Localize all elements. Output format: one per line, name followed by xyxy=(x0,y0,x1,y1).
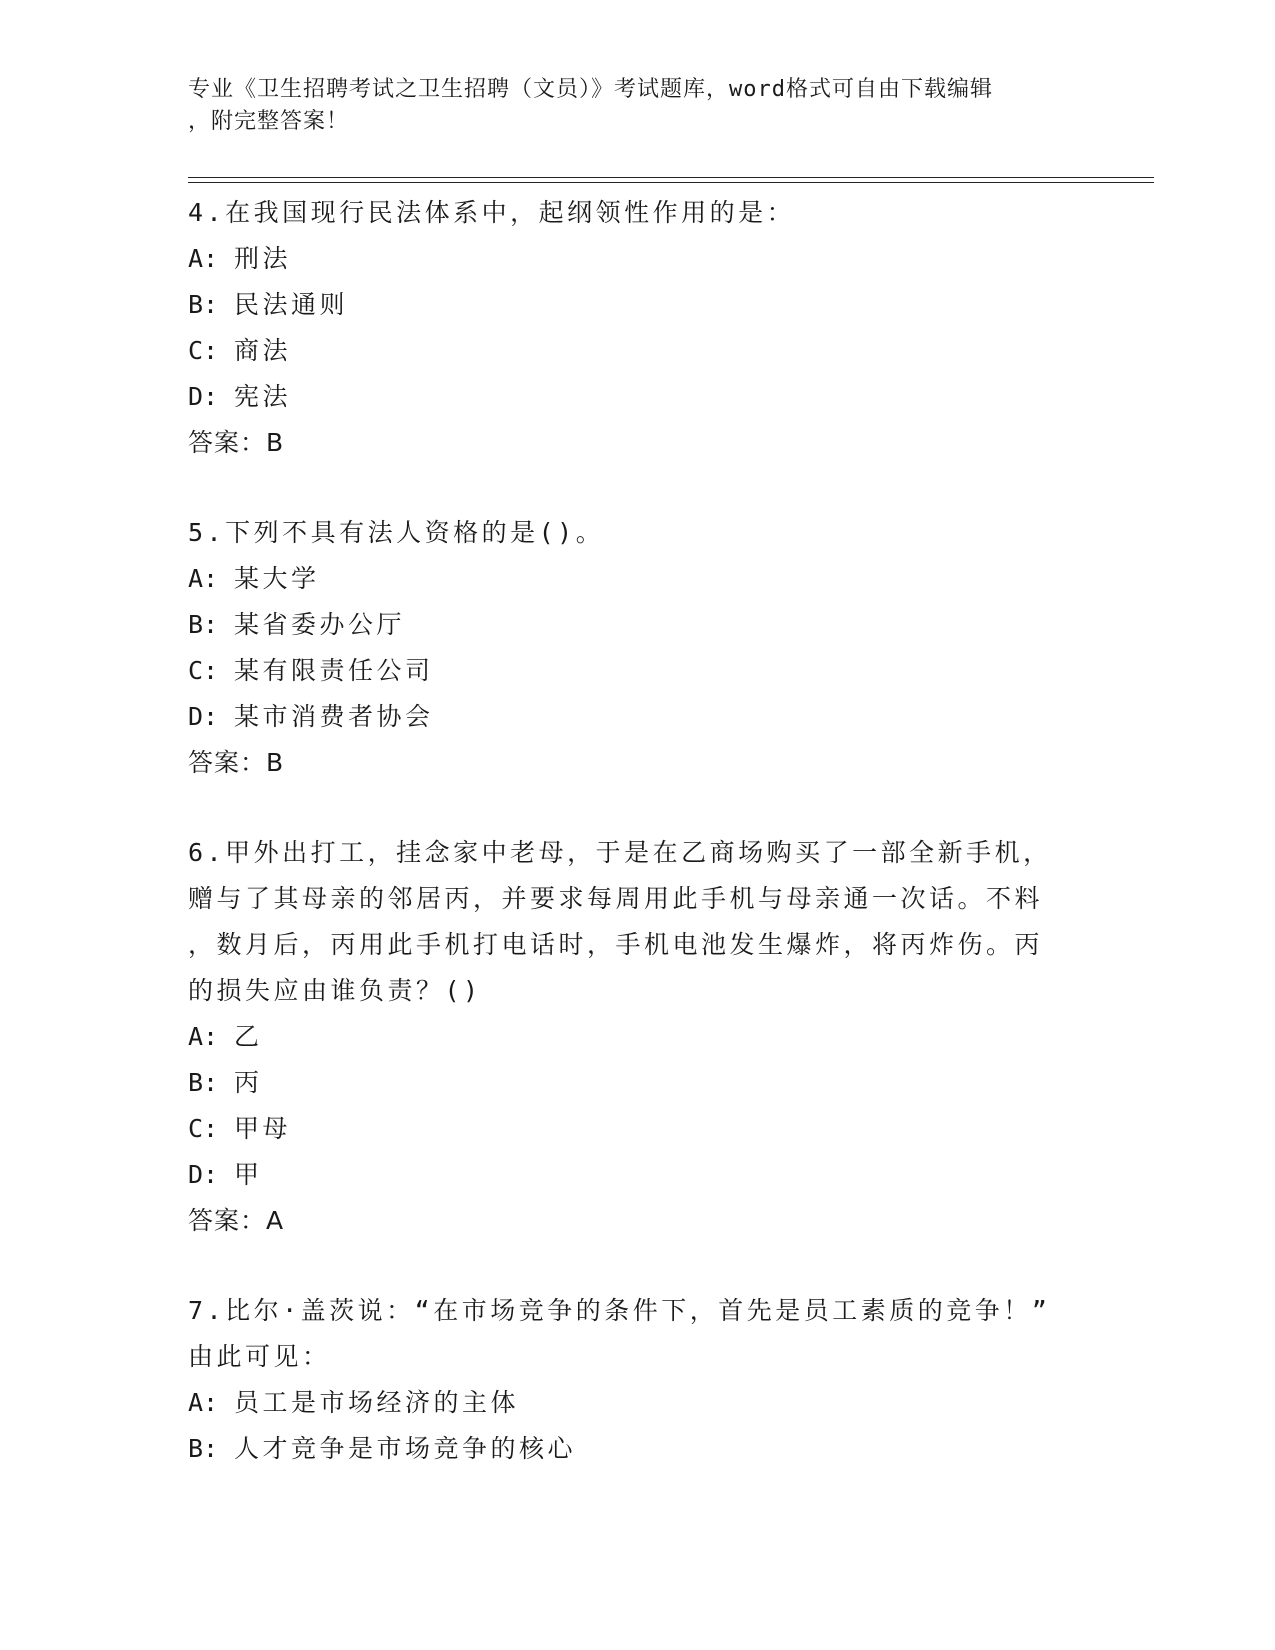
header-line-1: 专业《卫生招聘考试之卫生招聘（文员）》考试题库，word格式可自由下载编辑 xyxy=(188,77,993,102)
option-c xyxy=(188,328,1088,374)
question-line: ，数月后，丙用此手机打电话时，手机电池发生爆炸，将丙炸伤。丙 xyxy=(188,930,1044,959)
question-line: 7.比尔·盖茨说：“在市场竞争的条件下，首先是员工素质的竞争！” xyxy=(188,1296,1051,1325)
question-4 xyxy=(188,190,1088,466)
option-key: C: xyxy=(188,336,219,365)
option-text: 甲母 xyxy=(234,1114,292,1143)
option-d xyxy=(188,1152,1088,1198)
option-b xyxy=(188,282,1088,328)
option-text: 甲 xyxy=(234,1160,263,1189)
option-key: C: xyxy=(188,1114,219,1143)
option-text: 宪法 xyxy=(234,382,292,411)
question-list xyxy=(188,190,1088,1516)
option-key: B: xyxy=(188,610,219,639)
question-line: 5.下列不具有法人资格的是()。 xyxy=(188,518,605,547)
option-key: A: xyxy=(188,244,219,273)
option-text: 刑法 xyxy=(234,244,292,273)
option-text: 乙 xyxy=(234,1022,263,1051)
option-d xyxy=(188,374,1088,420)
option-key: B: xyxy=(188,290,219,319)
option-key: A: xyxy=(188,564,219,593)
option-key: D: xyxy=(188,382,219,411)
option-text: 某有限责任公司 xyxy=(234,656,434,685)
option-key: B: xyxy=(188,1068,219,1097)
option-text: 商法 xyxy=(234,336,292,365)
question-line: 的损失应由谁负责？() xyxy=(188,976,482,1005)
option-text: 人才竞争是市场竞争的核心 xyxy=(234,1434,577,1463)
option-c xyxy=(188,648,1088,694)
option-d xyxy=(188,694,1088,740)
answer-line: 答案：B xyxy=(188,748,285,777)
option-b xyxy=(188,1060,1088,1106)
option-b xyxy=(188,602,1088,648)
question-text xyxy=(188,830,1088,1014)
answer-line: 答案：B xyxy=(188,428,285,457)
option-key: C: xyxy=(188,656,219,685)
option-key: D: xyxy=(188,1160,219,1189)
document-header xyxy=(188,74,1068,138)
question-6 xyxy=(188,830,1088,1244)
option-a xyxy=(188,236,1088,282)
option-text: 员工是市场经济的主体 xyxy=(234,1388,520,1417)
option-text: 某大学 xyxy=(234,564,320,593)
question-text xyxy=(188,1288,1088,1380)
option-c xyxy=(188,1106,1088,1152)
option-text: 民法通则 xyxy=(234,290,349,319)
question-line: 赠与了其母亲的邻居丙，并要求每周用此手机与母亲通一次话。不料 xyxy=(188,884,1044,913)
option-a xyxy=(188,1380,1088,1426)
question-line: 6.甲外出打工，挂念家中老母，于是在乙商场购买了一部全新手机， xyxy=(188,838,1052,867)
header-divider-bottom xyxy=(188,182,1154,183)
question-text xyxy=(188,510,1088,556)
question-line: 4.在我国现行民法体系中，起纲领性作用的是： xyxy=(188,198,796,227)
question-text xyxy=(188,190,1088,236)
option-key: A: xyxy=(188,1022,219,1051)
option-a xyxy=(188,556,1088,602)
question-7 xyxy=(188,1288,1088,1472)
option-text: 丙 xyxy=(234,1068,263,1097)
question-5 xyxy=(188,510,1088,786)
option-key: B: xyxy=(188,1434,219,1463)
option-b xyxy=(188,1426,1088,1472)
option-text: 某省委办公厅 xyxy=(234,610,406,639)
answer-line: 答案：A xyxy=(188,1206,285,1235)
option-key: D: xyxy=(188,702,219,731)
option-key: A: xyxy=(188,1388,219,1417)
option-a xyxy=(188,1014,1088,1060)
question-line: 由此可见： xyxy=(188,1342,331,1371)
header-divider-top xyxy=(188,177,1154,178)
header-line-2: ，附完整答案！ xyxy=(188,109,350,134)
option-text: 某市消费者协会 xyxy=(234,702,434,731)
